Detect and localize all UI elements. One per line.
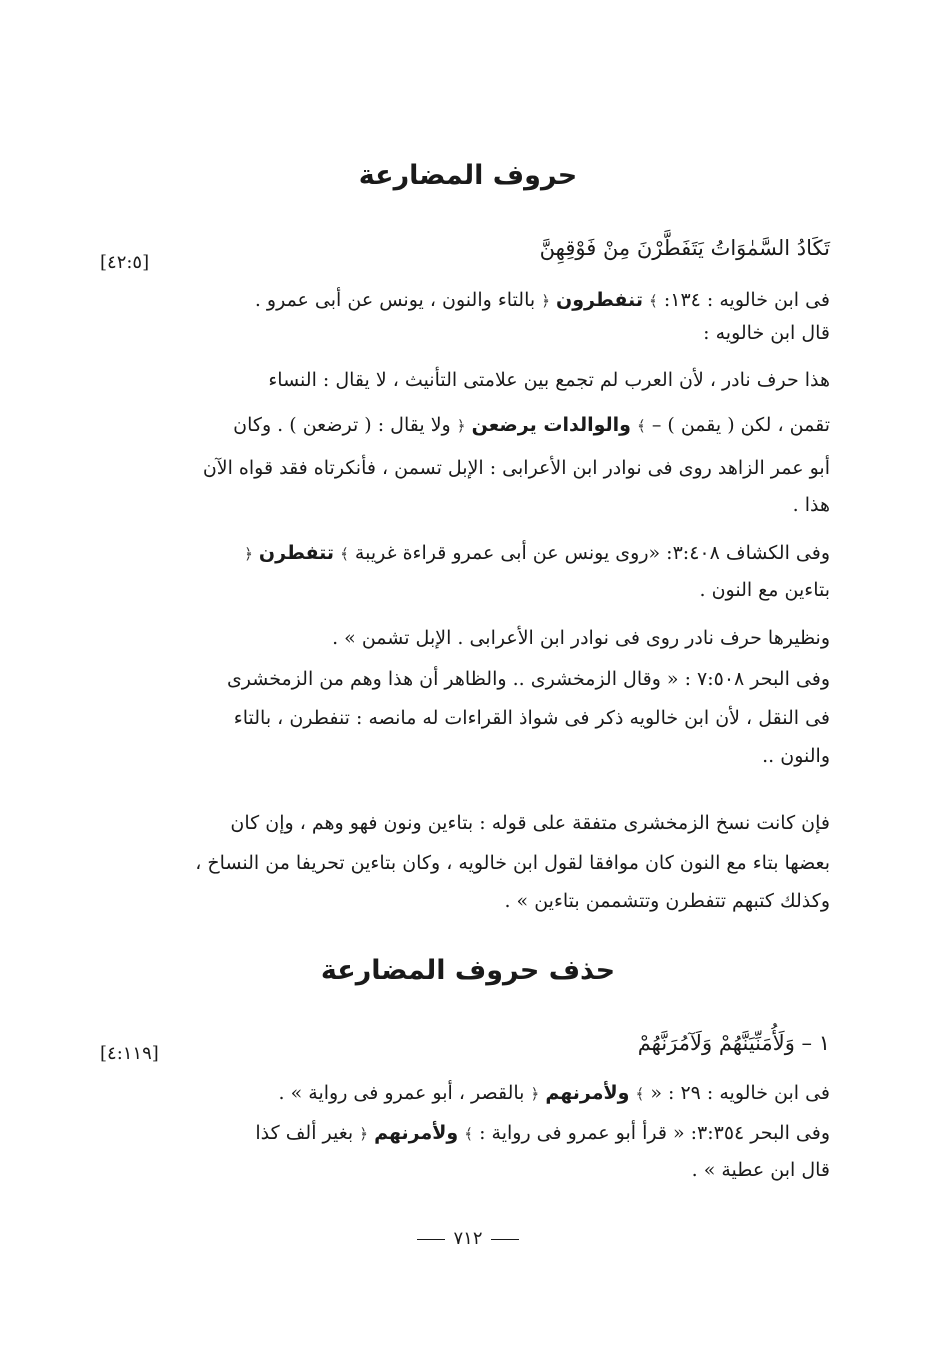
quoted-reading: ولأمرنهم: [374, 1122, 459, 1144]
text-line: وفى البحر ٧:٥٠٨ : « وقال الزمخشرى .. والظاهر أن هذا وهم من الزمخشرى: [226, 668, 830, 690]
text-line: فى ابن خالويه : ٢٩ : « ﴾ ولأمرنهم ﴿ بالقصر ، أبو عمرو فى رواية » .: [278, 1082, 830, 1104]
section-heading-1: حروف المضارعة: [358, 160, 578, 191]
quoted-reading: تنفطرون: [556, 289, 643, 311]
text-line: بتاءين مع النون .: [699, 579, 830, 601]
text-line: وفى البحر ٣:٣٥٤: « قرأ أبو عمرو فى رواية : ﴾ ولأمرنهم ﴿ بغير ألف كذا: [255, 1122, 830, 1144]
text-line: هذا حرف نادر ، لأن العرب لم تجمع بين علامتى التأنيث ، لا يقال : النساء: [268, 369, 830, 391]
text-line: بعضها بتاء مع النون كان موافقا لقول ابن خالويه ، وكان بتاءين تحريفا من النساخ ،: [195, 852, 830, 874]
text-line: هذا .: [792, 494, 830, 516]
text-line: والنون ..: [762, 745, 830, 767]
section-heading-2: حذف حروف المضارعة: [320, 955, 616, 986]
quoted-reading: والوالدات يرضعن: [471, 414, 631, 436]
quran-verse-2: ١ – وَلَأُمَنِّيَنَّهُمْ وَلَآمُرَنَّهُمْ: [637, 1031, 830, 1055]
page-number-dash: [491, 1239, 519, 1240]
verse-reference-1: [٤٢:٥]: [100, 252, 150, 273]
page-number-dash: [417, 1239, 445, 1240]
text-line: فى النقل ، لأن ابن خالويه ذكر فى شواذ القراءات له مانصه : تنفطرن ، بالتاء: [233, 707, 830, 729]
text-line: قال ابن عطية » .: [691, 1159, 830, 1181]
text-line: فى ابن خالويه : ١٣٤: ﴾ تنفطرون ﴿ بالتاء والنون ، يونس عن أبى عمرو .: [254, 289, 830, 311]
page-number-value: ٧١٢: [453, 1228, 483, 1249]
text-line: وكذلك كتبهم تتفطرن وتتشممن بتاءين » .: [504, 890, 830, 912]
text-line: ونظيرها حرف نادر روى فى نوادر ابن الأعرابى . الإبل تشمن » .: [332, 627, 830, 649]
text-line: تقمن ، لكن ( يقمن ) – ﴾ والوالدات يرضعن ﴿ ولا يقال : ( ترضعن ) . وكان: [233, 414, 830, 436]
text-line: أبو عمر الزاهد روى فى نوادر ابن الأعرابى : الإبل تسمن ، فأنكرتاه فقد قواه الآن: [202, 457, 830, 479]
quoted-reading: تتفطرن: [258, 542, 335, 564]
text-line: وفى الكشاف ٣:٤٠٨: «روى يونس عن أبى عمرو قراءة غريبة ﴾ تتفطرن ﴿: [244, 542, 830, 564]
quran-verse-1: تَكَادُ السَّمٰوَاتُ يَتَفَطَّرْنَ مِنْ فَوْقِهِنَّ: [539, 236, 830, 260]
page-number: [0, 1228, 936, 1249]
text-line: قال ابن خالويه :: [703, 322, 830, 344]
text-line: فإن كانت نسخ الزمخشرى متفقة على قوله : بتاءين ونون فهو وهم ، وإن كان: [230, 812, 830, 834]
verse-reference-2: [٤:١١٩]: [100, 1043, 159, 1064]
quoted-reading: ولأمرنهم: [545, 1082, 630, 1104]
